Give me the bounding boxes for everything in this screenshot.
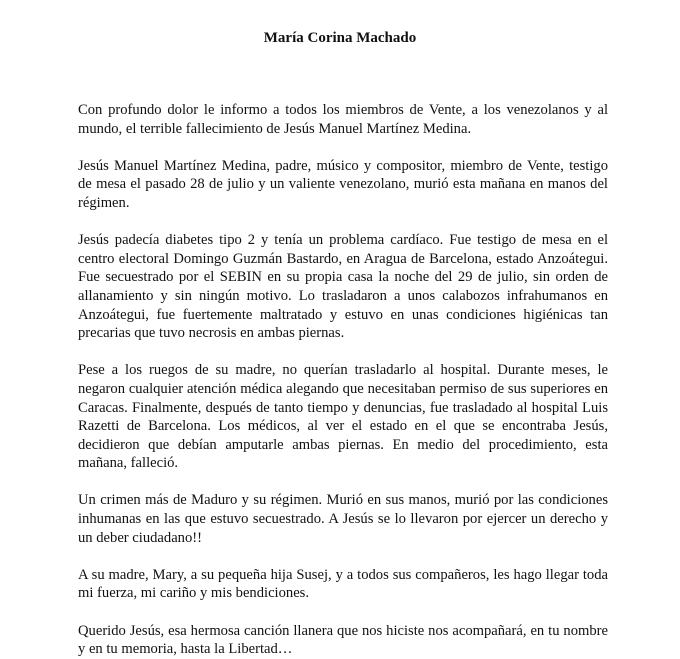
- paragraph-announcement: Con profundo dolor le informo a todos los miembros de Vente, a los venezolanos y al mundo, el terrible fallecimiento de Jesús Manuel Martínez Medina.: [78, 102, 608, 137]
- paragraph-detention: Jesús padecía diabetes tipo 2 y tenía un problema cardíaco. Fue testigo de mesa en el centro electoral Domingo Guzmán Bastardo, en Aragua de Barcelona, estado Anzoátegui. Fue secuestrado por el SEBIN en su propia casa la noche del 29 de julio, sin orden de allanamiento y sin ningún motivo. Lo trasladaron a unos calabozos infrahumanos en Anzoátegui, fue fuertemente maltratado y estuvo en unas condiciones higiénicas tan precarias que tuvo necrosis en ambas piernas.: [78, 232, 608, 342]
- document-title: María Corina Machado: [263, 30, 417, 46]
- paragraph-biography: Jesús Manuel Martínez Medina, padre, músico y compositor, miembro de Vente, testigo de mesa el pasado 28 de julio y un valiente venezolano, murió esta mañana en manos del régimen.: [78, 157, 608, 211]
- paragraph-condolences: A su madre, Mary, a su pequeña hija Susej, y a todos sus compañeros, les hago llegar toda mi fuerza, mi cariño y mis bendiciones.: [78, 566, 608, 602]
- document-body: [78, 101, 608, 659]
- paragraph-farewell: Querido Jesús, esa hermosa canción llanera que nos hiciste nos acompañará, en tu nombre y en tu memoria, hasta la Libertad…: [78, 622, 608, 658]
- paragraph-condemnation: Un crimen más de Maduro y su régimen. Murió en sus manos, murió por las condiciones inhumanas en las que estuvo secuestrado. A Jesús se lo llevaron por ejercer un derecho y un deber ciudadano!!: [78, 492, 608, 546]
- paragraph-medical-neglect: Pese a los ruegos de su madre, no querían trasladarlo al hospital. Durante meses, le negaron cualquier atención médica alegando que necesitaban permiso de sus superiores en Caracas. Finalmente, después de tanto tiempo y denuncias, fue trasladado al hospital Luis Razetti de Barcelona. Los médicos, al ver el estado en el que se encontraba Jesús, decidieron que debían amputarle ambas piernas. En medio del procedimiento, esta mañana, falleció.: [78, 362, 608, 472]
